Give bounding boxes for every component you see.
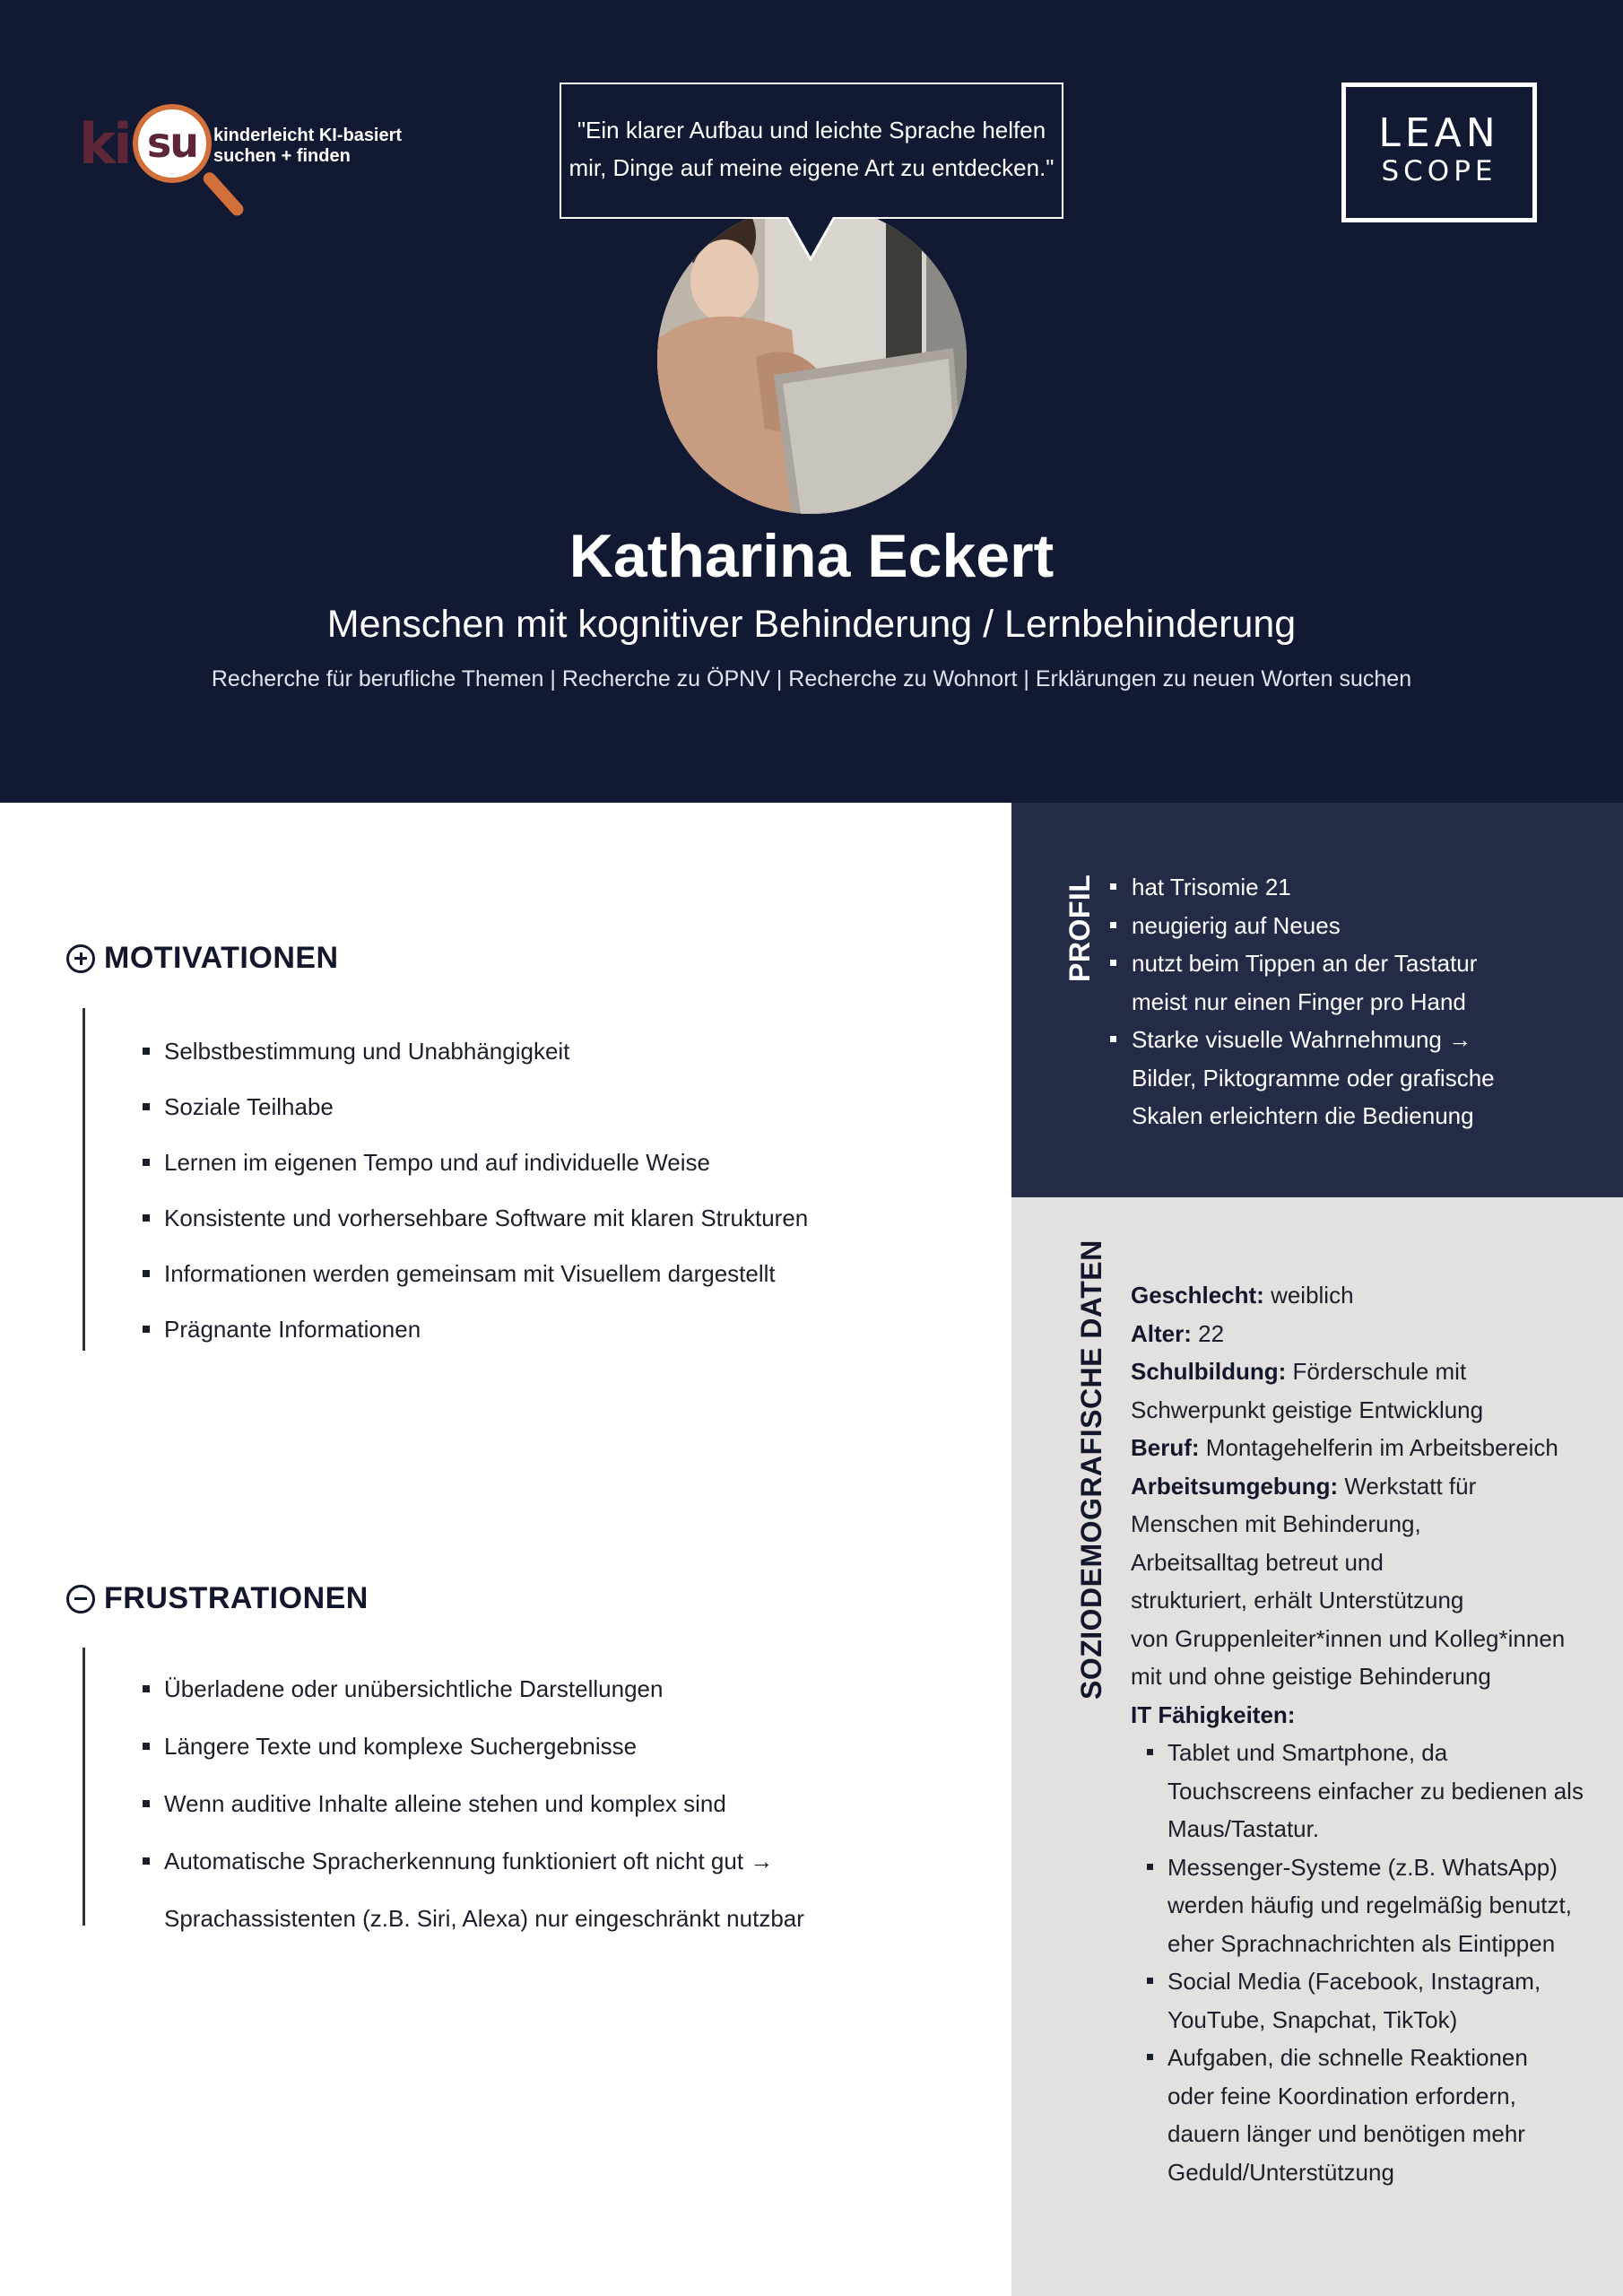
sozio-arbeit-5: von Gruppenleiter*innen und Kolleg*innen (1131, 1624, 1566, 1652)
persona-topics: Recherche für berufliche Themen | Recherche zu ÖPNV | Recherche zu Wohnort | Erklärungen zu neuen Worten suchen (211, 666, 1412, 691)
sozio-alter: Alter: 22 (1131, 1319, 1225, 1347)
list-item: hat Trisomie 21 (1110, 868, 1594, 907)
persona-name: Katharina Eckert (568, 522, 1055, 590)
list-item: Selbstbestimmung und Unabhängigkeit (85, 1023, 808, 1079)
list-item: Längere Texte und komplexe Suchergebnisse (85, 1718, 804, 1775)
list-item: Wenn auditive Inhalte alleine stehen und komplex sind (85, 1775, 804, 1832)
sozio-schulbildung-2: Schwerpunkt geistige Entwicklung (1131, 1396, 1484, 1423)
list-item: neugierig auf Neues (1110, 907, 1594, 945)
quote-line-1: "Ein klarer Aufbau und leichte Sprache helfen (577, 117, 1046, 144)
magnifier-icon (133, 104, 212, 183)
sozio-title: SOZIODEMOGRAFISCHE DATEN (1075, 1239, 1107, 1700)
sozio-beruf: Beruf: Montagehelferin im Arbeitsbereich (1131, 1434, 1558, 1461)
persona-group: Menschen mit kognitiver Behinderung / Lernbehinderung (326, 603, 1297, 646)
kisu-logo (79, 100, 438, 208)
list-item: Soziale Teilhabe (85, 1079, 808, 1135)
kisu-tagline-1: kinderleicht KI-basiert (213, 126, 403, 145)
motivationen-list (82, 1008, 808, 1351)
leanscope-logo (1341, 83, 1537, 222)
quote-bubble (560, 83, 1063, 219)
motivationen-heading (66, 941, 339, 976)
list-item: Informationen werden gemeinsam mit Visuellem dargestellt (85, 1246, 808, 1301)
sozio-arbeit-6: mit und ohne geistige Behinderung (1131, 1663, 1491, 1690)
list-item: Lernen im eigenen Tempo und auf individuelle Weise (85, 1135, 808, 1190)
sozio-schulbildung: Schulbildung: Förderschule mit (1131, 1358, 1467, 1385)
list-item-line-2: Sprachassistenten (z.B. Siri, Alexa) nur eingeschränkt nutzbar (164, 1905, 804, 1932)
list-item: nutzt beim Tippen an der Tastatur meist nur einen Finger pro Hand (1110, 944, 1594, 1021)
list-item: Tablet und Smartphone, da Touchscreens einfacher zu bedienen als Maus/Tastatur. (1147, 1734, 1597, 1848)
list-item: Aufgaben, die schnelle Reaktionen oder feine Koordination erfordern, dauern länger und benötigen mehr Geduld/Unterstützung (1147, 2039, 1597, 2191)
list-item: Messenger-Systeme (z.B. WhatsApp) werden häufig und regelmäßig benutzt, eher Sprachnachrichten als Eintippen (1147, 1848, 1597, 1963)
list-item: Konsistente und vorhersehbare Software mit klaren Strukturen (85, 1190, 808, 1246)
kisu-logo-ki: ki (79, 111, 130, 177)
sozio-geschlecht: Geschlecht: weiblich (1131, 1282, 1354, 1309)
quote-line-2: mir, Dinge auf meine eigene Art zu entdecken." (568, 154, 1055, 181)
sozio-arbeit-3: Arbeitsalltag betreut und (1131, 1548, 1384, 1576)
frustrationen-title: FRUSTRATIONEN (104, 1581, 369, 1615)
profil-list (1110, 868, 1594, 1135)
list-item (85, 1832, 804, 1947)
motivationen-title: MOTIVATIONEN (104, 941, 339, 975)
header-banner (0, 0, 1623, 803)
sozio-content (1131, 1276, 1597, 2191)
sozio-arbeitsumgebung: Arbeitsumgebung: Werkstatt für (1131, 1472, 1477, 1500)
frustrationen-heading (66, 1581, 369, 1616)
kisu-tagline (213, 126, 402, 167)
leanscope-logo-line-1: LEAN (1378, 110, 1500, 156)
plus-circle-icon (66, 944, 95, 973)
list-item-line-1: Automatische Spracherkennung funktioniert oft nicht gut → (164, 1848, 774, 1874)
sozio-it-label: IT Fähigkeiten: (1131, 1700, 1296, 1728)
list-item: Überladene oder unübersichtliche Darstellungen (85, 1660, 804, 1718)
list-item: Social Media (Facebook, Instagram, YouTube, Snapchat, TikTok) (1147, 1962, 1597, 2039)
magnifier-handle (201, 170, 247, 218)
quote-tail-inner (788, 217, 833, 257)
profil-title: PROFIL (1063, 874, 1096, 982)
kisu-tagline-2: suchen + finden (213, 146, 351, 166)
frustrationen-list (82, 1648, 804, 1932)
list-item: Prägnante Informationen (85, 1301, 808, 1357)
list-item: Starke visuelle Wahrnehmung → Bilder, Piktogramme oder grafische Skalen erleichtern die Bedienung (1110, 1021, 1594, 1135)
minus-circle-icon (66, 1585, 95, 1613)
leanscope-logo-line-2: SCOPE (1381, 155, 1497, 187)
sozio-arbeit-2: Menschen mit Behinderung, (1131, 1510, 1421, 1537)
sozio-arbeit-4: strukturiert, erhält Unterstützung (1131, 1587, 1464, 1613)
kisu-logo-su: su (146, 118, 198, 167)
it-skills-list (1147, 1734, 1597, 2191)
